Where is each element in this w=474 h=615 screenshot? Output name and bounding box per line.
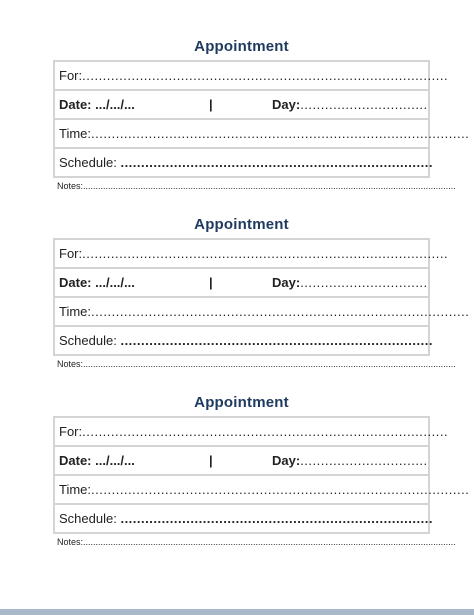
date-label: Date: [59, 97, 92, 112]
appointment-form [53, 416, 470, 534]
notes-row[interactable] [53, 178, 456, 194]
notes-line: ..................................................................................................................................................... [83, 181, 456, 191]
appointment-title: Appointment [194, 38, 289, 55]
schedule-line: ............................................................................ [120, 333, 433, 348]
date-row[interactable] [55, 269, 428, 298]
for-label: For: [59, 68, 83, 83]
notes-row[interactable] [53, 356, 456, 372]
for-row[interactable] [55, 418, 449, 447]
window-bottom-border [0, 609, 474, 615]
time-line: ............................................................................................ [91, 304, 470, 319]
day-line: ............................... [300, 275, 428, 290]
for-row[interactable] [55, 240, 449, 269]
schedule-row[interactable] [55, 149, 433, 176]
day-label: Day: [272, 97, 301, 112]
appointment-title: Appointment [194, 394, 289, 411]
time-label: Time: [59, 304, 92, 319]
appointment-block-1 [53, 36, 470, 194]
day-label: Day: [272, 453, 301, 468]
schedule-label: Schedule: [59, 155, 117, 170]
schedule-row[interactable] [55, 505, 433, 532]
appointment-form [53, 238, 470, 356]
time-row[interactable] [55, 298, 470, 327]
appointment-block-2 [53, 214, 470, 372]
time-line: ............................................................................................ [91, 482, 470, 497]
time-row[interactable] [55, 120, 470, 149]
day-line: ............................... [300, 453, 428, 468]
for-label: For: [59, 424, 83, 439]
notes-row[interactable] [53, 534, 456, 550]
appointment-form [53, 60, 470, 178]
notes-label: Notes: [57, 359, 84, 369]
for-line: ......................................................................................... [82, 424, 449, 439]
schedule-line: ............................................................................ [120, 511, 433, 526]
schedule-row[interactable] [55, 327, 433, 354]
schedule-label: Schedule: [59, 333, 117, 348]
schedule-label: Schedule: [59, 511, 117, 526]
day-label: Day: [272, 275, 301, 290]
day-field[interactable] [272, 447, 428, 474]
time-label: Time: [59, 482, 92, 497]
for-line: ......................................................................................... [82, 68, 449, 83]
date-row[interactable] [55, 91, 428, 120]
date-label: Date: [59, 453, 92, 468]
notes-label: Notes: [57, 537, 84, 547]
date-row[interactable] [55, 447, 428, 476]
date-label: Date: [59, 275, 92, 290]
notes-label: Notes: [57, 181, 84, 191]
date-day-separator: | [209, 453, 213, 468]
time-row[interactable] [55, 476, 470, 505]
appointment-block-3 [53, 392, 470, 550]
day-field[interactable] [272, 269, 428, 296]
schedule-line: ............................................................................ [120, 155, 433, 170]
time-line: ............................................................................................ [91, 126, 470, 141]
notes-line: ..................................................................................................................................................... [83, 537, 456, 547]
day-field[interactable] [272, 91, 428, 118]
date-value: .../.../... [95, 97, 135, 112]
for-line: ......................................................................................... [82, 246, 449, 261]
date-day-separator: | [209, 275, 213, 290]
date-day-separator: | [209, 97, 213, 112]
time-label: Time: [59, 126, 92, 141]
notes-line: ..................................................................................................................................................... [83, 359, 456, 369]
appointment-title: Appointment [194, 216, 289, 233]
for-row[interactable] [55, 62, 449, 91]
for-label: For: [59, 246, 83, 261]
date-value: .../.../... [95, 453, 135, 468]
date-value: .../.../... [95, 275, 135, 290]
day-line: ............................... [300, 97, 428, 112]
